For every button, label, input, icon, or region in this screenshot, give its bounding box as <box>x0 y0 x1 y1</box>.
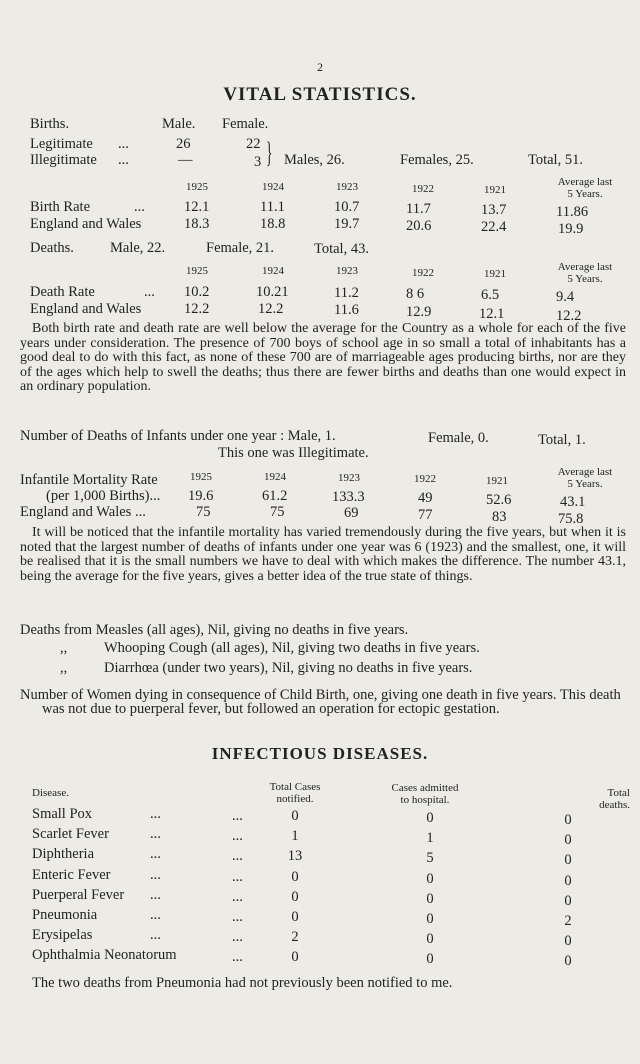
cases-hospital: 0 <box>426 911 434 927</box>
birth-year-1922: 1922 <box>412 183 434 195</box>
births-total-males: Males, 26. <box>284 152 345 168</box>
births-male-header: Male. <box>162 116 196 132</box>
birth-avg-header-line2: 5 Years. <box>567 188 603 200</box>
infant-mortality-label: Infantile Mortality Rate <box>20 472 158 488</box>
death-year-1925: 1925 <box>186 265 208 277</box>
disease-dots-1: ... <box>150 907 161 923</box>
deaths-total: Total, 43. <box>314 241 369 257</box>
total-deaths: 0 <box>564 852 572 869</box>
disease-name: Pneumonia <box>32 907 98 923</box>
total-deaths: 0 <box>564 812 572 828</box>
cases-hospital: 0 <box>426 810 434 826</box>
whooping-cough-line: Whooping Cough (all ages), Nil, giving two deaths in five years. <box>104 640 480 656</box>
infant-rate-1925: 19.6 <box>188 488 214 504</box>
deaths-female: Female, 21. <box>206 240 275 256</box>
infant-avg-header-line2: 5 Years. <box>567 478 603 490</box>
infant-rate-1923: 133.3 <box>332 489 365 505</box>
birth-rate-1921: 13.7 <box>481 202 507 218</box>
header-deaths-line1: Total <box>607 787 630 799</box>
header-notified-line1: Total Cases <box>269 781 321 793</box>
births-total: Total, 51. <box>528 152 583 168</box>
birth-rate-1922: 11.7 <box>406 201 431 217</box>
birth-year-1921: 1921 <box>484 184 506 196</box>
infant-ew-label: England and Wales ... <box>20 504 146 520</box>
infant-avg-header <box>530 466 640 490</box>
birth-avg-header-line1: Average last <box>557 176 613 188</box>
death-rate-1923: 11.2 <box>334 285 359 301</box>
infant-deaths-female: Female, 0. <box>428 430 489 446</box>
disease-dots-2: ... <box>232 909 243 925</box>
death-year-1922: 1922 <box>412 267 434 279</box>
births-heading: Births. <box>30 116 70 132</box>
death-year-1921: 1921 <box>484 268 506 280</box>
total-deaths: 0 <box>564 832 572 849</box>
cases-hospital: 0 <box>426 951 434 968</box>
birth-ew-1923: 19.7 <box>334 216 360 232</box>
disease-dots-2: ... <box>232 888 243 905</box>
death-rate-1921: 6.5 <box>481 287 500 303</box>
birth-ew-1922: 20.6 <box>406 218 432 234</box>
childbirth-deaths-text: Number of Women dying in consequence of Child Birth, one, giving one death in five years. This death was not due to puerperal fever, but followed an operation for ectopic gestation. <box>20 687 621 717</box>
diarrhoea-ditto: ,, <box>60 660 68 676</box>
birth-rate-avg: 11.86 <box>556 204 589 220</box>
death-rate-1925: 10.2 <box>184 284 210 300</box>
header-hospital-line2: to hospital. <box>400 794 450 806</box>
infant-year-1921: 1921 <box>486 475 508 487</box>
deaths-heading: Deaths. <box>30 240 74 256</box>
legitimate-male: 26 <box>176 136 191 152</box>
cases-hospital: 0 <box>426 890 434 907</box>
legitimate-label: Legitimate <box>30 136 93 152</box>
deaths-male: Male, 22. <box>110 240 166 256</box>
header-hospital-line1: Cases admitted <box>391 782 459 794</box>
death-avg-header-line1: Average last <box>557 261 613 273</box>
disease-dots-1: ... <box>150 927 161 944</box>
births-brace: } <box>266 136 273 169</box>
death-ew-1924: 12.2 <box>258 301 284 317</box>
infant-ew-1923: 69 <box>344 505 359 521</box>
disease-dots-2: ... <box>232 828 243 845</box>
cases-notified: 1 <box>291 828 299 845</box>
header-hospital <box>370 782 480 806</box>
birth-year-1925: 1925 <box>186 181 208 193</box>
total-deaths: 2 <box>564 913 572 929</box>
birth-ew-1924: 18.8 <box>260 216 286 232</box>
infant-avg-header-line1: Average last <box>557 466 613 478</box>
illegitimate-female: 3 <box>254 154 262 170</box>
diarrhoea-line: Diarrhœa (under two years), Nil, giving no deaths in five years. <box>104 660 473 676</box>
disease-name: Erysipelas <box>32 927 93 944</box>
pneumonia-footnote: The two deaths from Pneumonia had not previously been notified to me. <box>32 975 453 991</box>
header-disease: Disease. <box>32 787 69 799</box>
childbirth-deaths-paragraph <box>20 688 626 716</box>
infant-year-1922: 1922 <box>414 473 436 485</box>
whooping-cough-ditto: ,, <box>60 640 68 656</box>
death-rate-1922: 8 6 <box>406 286 425 302</box>
infant-ew-1924: 75 <box>270 504 285 520</box>
legitimate-female: 22 <box>246 136 261 152</box>
disease-name: Ophthalmia Neonatorum <box>32 947 177 964</box>
illegitimate-label: Illegitimate <box>30 152 97 168</box>
infant-deaths-note: This one was Illegitimate. <box>218 445 369 461</box>
total-deaths: 0 <box>564 892 572 909</box>
death-ew-avg: 12.2 <box>556 308 582 324</box>
death-rate-dots: ... <box>144 284 155 300</box>
birth-year-1924: 1924 <box>262 181 284 193</box>
cases-notified: 2 <box>291 929 299 946</box>
death-rate-label: Death Rate <box>30 284 95 300</box>
births-female-header: Female. <box>222 116 269 132</box>
death-ew-label: England and Wales <box>30 301 142 317</box>
cases-hospital: 0 <box>426 870 434 887</box>
birth-rate-1924: 11.1 <box>260 199 285 215</box>
death-ew-1923: 11.6 <box>334 302 359 318</box>
cases-notified: 0 <box>291 868 299 885</box>
header-deaths-line2: deaths. <box>599 799 630 811</box>
disease-name: Puerperal Fever <box>32 886 125 903</box>
death-avg-header <box>530 261 640 285</box>
cases-hospital: 5 <box>426 850 434 867</box>
death-year-1924: 1924 <box>262 265 284 277</box>
infant-mortality-commentary: It will be noticed that the infantile mortality has varied tremendously during the five years, but when it is noted that the largest number of deaths of infants under one year was 6 (1923) and the smallest, one, it will be realised that it is the small numbers we have to deal with which makes the difference. The number 43.1, being the average for the five years, gives a better idea of the true state of things. <box>20 525 626 584</box>
disease-dots-1: ... <box>150 806 161 822</box>
disease-dots-1: ... <box>150 886 161 903</box>
birth-rate-label: Birth Rate <box>30 199 91 215</box>
total-deaths: 0 <box>564 872 572 889</box>
cases-notified: 0 <box>291 808 299 824</box>
birth-death-commentary: Both birth rate and death rate are well below the average for the Country as a whole for each of the five years under consideration. The presence of 700 boys of school age in so small a total of inhabitants has a good deal to do with this fact, as none of these 700 are of marriageable ages producing births, nor are they of the ages which help to swell the deaths; thus there are fewer births and deaths than one would expect in an ordinary population. <box>20 321 626 394</box>
disease-dots-2: ... <box>232 949 243 966</box>
infant-deaths-line: Number of Deaths of Infants under one year : Male, 1. <box>20 428 336 444</box>
death-ew-1922: 12.9 <box>406 304 432 320</box>
disease-dots-2: ... <box>232 808 243 824</box>
cases-notified: 0 <box>291 949 299 966</box>
disease-name: Scarlet Fever <box>32 826 109 843</box>
birth-rate-1925: 12.1 <box>184 199 210 215</box>
infant-deaths-total: Total, 1. <box>538 432 586 448</box>
page-title: VITAL STATISTICS. <box>223 84 417 105</box>
disease-name: Enteric Fever <box>32 866 111 883</box>
birth-ew-1925: 18.3 <box>184 216 210 232</box>
infant-year-1923: 1923 <box>338 472 360 484</box>
death-year-1923: 1923 <box>336 265 358 277</box>
cases-hospital: 1 <box>426 830 434 847</box>
birth-rate-1923: 10.7 <box>334 199 360 215</box>
death-ew-1925: 12.2 <box>184 301 210 317</box>
header-notified-line2: notified. <box>276 793 314 805</box>
disease-dots-2: ... <box>232 929 243 946</box>
infant-ew-1922: 77 <box>418 507 433 523</box>
infant-per-1000-label: (per 1,000 Births)... <box>46 488 161 504</box>
cases-notified: 13 <box>287 848 303 865</box>
birth-avg-header <box>530 176 640 200</box>
disease-dots-2: ... <box>232 868 243 885</box>
disease-dots-1: ... <box>150 846 161 863</box>
births-total-females: Females, 25. <box>400 152 474 168</box>
page-number: 2 <box>317 60 323 74</box>
measles-deaths-line: Deaths from Measles (all ages), Nil, giving no deaths in five years. <box>20 622 409 638</box>
disease-dots-2: ... <box>232 848 243 865</box>
infectious-diseases-title: INFECTIOUS DISEASES. <box>211 744 429 763</box>
death-rate-1924: 10.21 <box>256 284 289 300</box>
header-deaths <box>540 787 630 811</box>
total-deaths: 0 <box>564 933 572 950</box>
birth-year-1923: 1923 <box>336 181 358 193</box>
disease-dots-1: ... <box>150 826 161 843</box>
illegitimate-dots: ... <box>118 152 129 168</box>
death-rate-avg: 9.4 <box>556 289 575 305</box>
infant-rate-1921: 52.6 <box>486 492 512 508</box>
infant-ew-avg: 75.8 <box>558 511 584 527</box>
infant-year-1924: 1924 <box>264 471 286 483</box>
header-notified <box>240 781 350 805</box>
infant-rate-1922: 49 <box>418 490 433 506</box>
disease-dots-1: ... <box>150 866 161 883</box>
infant-rate-1924: 61.2 <box>262 488 288 504</box>
infant-year-1925: 1925 <box>190 471 212 483</box>
birth-ew-1921: 22.4 <box>481 219 507 235</box>
disease-name: Diphtheria <box>32 846 95 863</box>
infant-ew-1925: 75 <box>196 504 211 520</box>
cases-hospital: 0 <box>426 931 434 948</box>
birth-ew-avg: 19.9 <box>558 221 584 237</box>
infant-rate-avg: 43.1 <box>560 494 586 510</box>
birth-rate-dots: ... <box>134 199 145 215</box>
birth-ew-label: England and Wales <box>30 216 142 232</box>
disease-name: Small Pox <box>32 806 93 822</box>
death-avg-header-line2: 5 Years. <box>567 273 603 285</box>
cases-notified: 0 <box>291 888 299 905</box>
death-ew-1921: 12.1 <box>479 306 505 322</box>
legitimate-dots: ... <box>118 136 129 152</box>
cases-notified: 0 <box>291 909 299 925</box>
infant-ew-1921: 83 <box>492 509 507 525</box>
illegitimate-male: — <box>178 152 193 168</box>
total-deaths: 0 <box>564 953 572 970</box>
